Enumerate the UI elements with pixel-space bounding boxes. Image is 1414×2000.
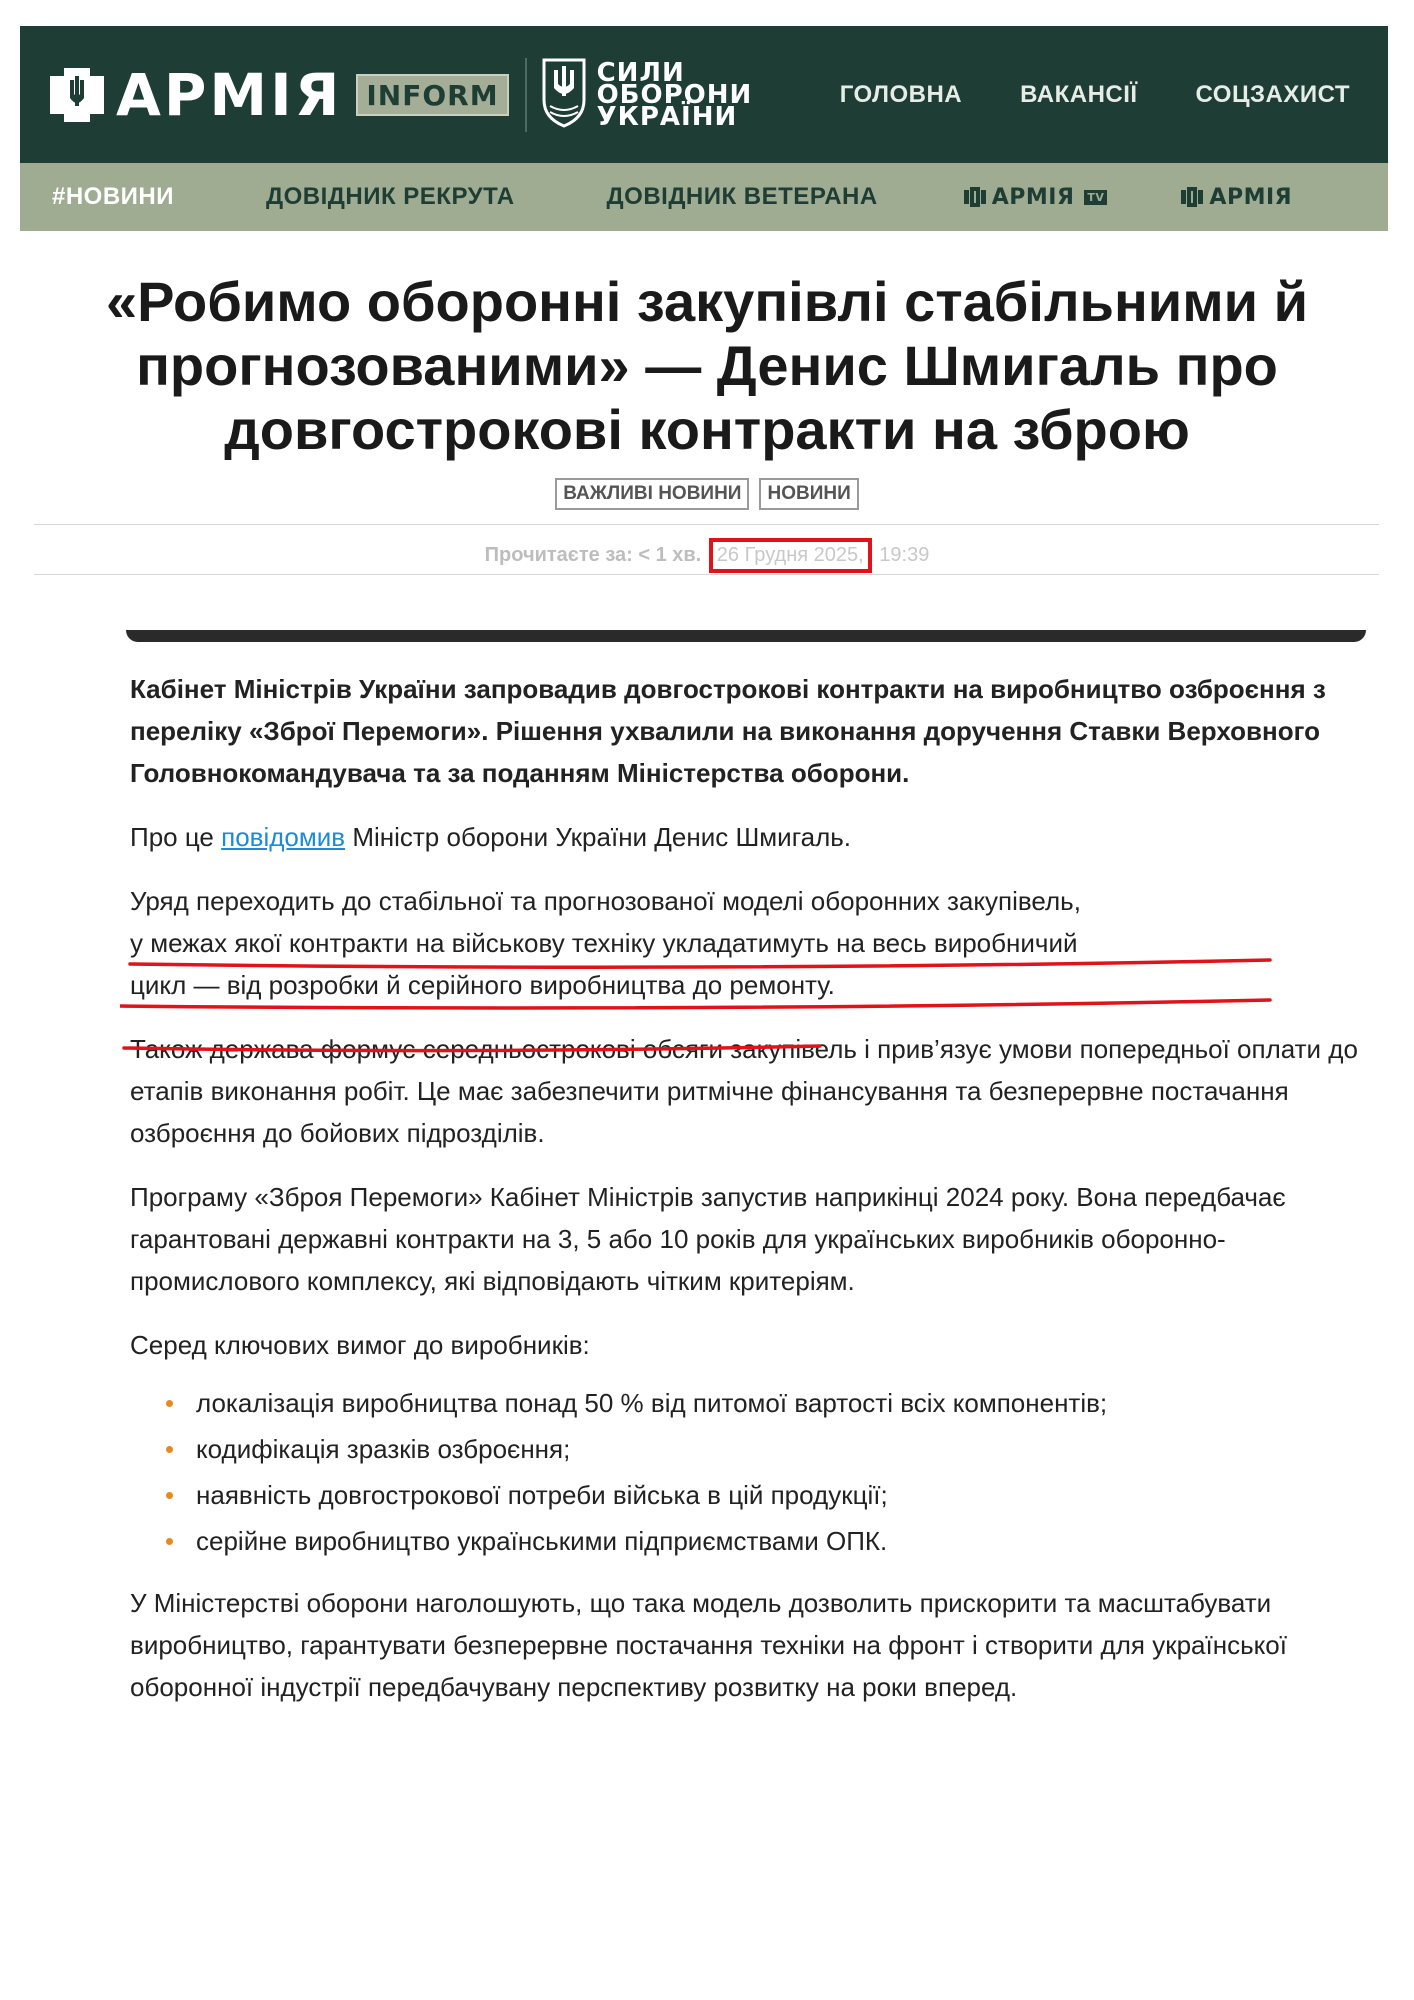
article-image-bottom-edge: [126, 630, 1366, 642]
mini-emblem-icon: [1181, 186, 1203, 208]
list-item: серійне виробництво українськими підприємствами ОПК.: [130, 1518, 1370, 1564]
tv-brand-label: АРМІЯ: [991, 184, 1075, 210]
meta-divider-bottom: [34, 574, 1379, 575]
zsu-logo[interactable]: [541, 56, 753, 133]
zsu-shield-icon: [541, 56, 587, 133]
paragraph-highlighted: [130, 880, 1370, 1006]
mini-emblem-icon: [964, 186, 986, 208]
subnav-armiya-tv[interactable]: [964, 185, 1108, 210]
trident-emblem-icon: [48, 66, 106, 124]
article-lead: Кабінет Міністрів України запровадив довгострокові контракти на виробництво озброєння з переліку «Зброї Перемоги». Рішення ухвалили на виконання доручення Ставки Верховного Головнокомандувача та за поданням Міністерства оборони.: [130, 674, 1326, 788]
tag-important-news[interactable]: ВАЖЛИВІ НОВИНИ: [555, 478, 749, 510]
subnav-recruit-guide[interactable]: ДОВІДНИК РЕКРУТА: [266, 183, 515, 210]
highlight-line-2: у межах якої контракти на військову техніку укладатимуть на весь виробничий: [130, 928, 1078, 958]
highlight-line-3: цикл — від розробки й серійного виробництва до ремонту.: [130, 970, 835, 1000]
list-item: наявність довгострокової потреби війська в цій продукції;: [130, 1472, 1370, 1518]
article-meta: [0, 538, 1414, 573]
list-item: кодифікація зразків озброєння;: [130, 1426, 1370, 1472]
subnav-armiya-more[interactable]: [1181, 185, 1292, 210]
paragraph-source: Про це повідомив Міністр оборони України Денис Шмигаль.: [130, 822, 852, 852]
site-header: [20, 26, 1388, 163]
sub-nav: [20, 163, 1388, 231]
armiya-inform-logo[interactable]: [48, 60, 509, 130]
meta-divider-top: [34, 524, 1379, 525]
source-link[interactable]: повідомив: [221, 822, 346, 852]
brand-badge: INFORM: [356, 74, 508, 116]
more-brand-label: АРМІЯ: [1209, 184, 1293, 210]
brand-name: АРМІЯ: [116, 60, 343, 129]
zsu-text: СИЛИ ОБОРОНИ УКРАЇНИ: [596, 57, 753, 132]
requirements-list: [130, 1380, 1370, 1564]
paragraph-requirements-intro: Серед ключових вимог до виробників:: [130, 1330, 590, 1360]
nav-home[interactable]: ГОЛОВНА: [839, 80, 963, 108]
article-title: «Робимо оборонні закупівлі стабільними й прогнозованими» — Денис Шмигаль про довгострокові контракти на зброю: [105, 270, 1309, 461]
subnav-news[interactable]: #НОВИНИ: [52, 183, 175, 210]
paragraph-program: Програму «Зброя Перемоги» Кабінет Міністрів запустив наприкінці 2024 року. Вона передбачає гарантовані державні контракти на 3, 5 або 10 років для українських виробників оборонно-промислового комплексу, які відповідають чітким критеріям.: [130, 1182, 1286, 1296]
article-tags: [0, 478, 1414, 510]
nav-social[interactable]: СОЦЗАХИСТ: [1195, 80, 1350, 108]
read-time: Прочитаєте за: < 1 хв.: [484, 544, 702, 566]
tv-badge: TV: [1084, 190, 1107, 205]
paragraph-procurement: Також держава формує середньострокові обсяги закупівель і прив’язує умови попередньої оплати до етапів виконання робіт. Це має забезпечити ритмічне фінансування та безперервне постачання озброєння до бойових підрозділів.: [130, 1034, 1358, 1148]
subnav-veteran-guide[interactable]: ДОВІДНИК ВЕТЕРАНА: [606, 183, 878, 210]
list-item: локалізація виробництва понад 50 % від питомої вартості всіх компонентів;: [130, 1380, 1370, 1426]
header-divider: [525, 58, 527, 132]
publish-date: 26 Грудня 2025,: [709, 538, 872, 573]
paragraph-conclusion: У Міністерстві оборони наголошують, що така модель дозволить прискорити та масштабувати виробництво, гарантувати безперервне постачання техніки на фронт і створити для української оборонної індустрії передбачувану перспективу розвитку на роки вперед.: [130, 1588, 1287, 1702]
top-nav: [840, 81, 1350, 109]
article-body: [130, 668, 1370, 1708]
highlight-line-1: Уряд переходить до стабільної та прогнозованої моделі оборонних закупівель,: [130, 886, 1081, 916]
nav-vacancies[interactable]: ВАКАНСІЇ: [1020, 80, 1138, 108]
tag-news[interactable]: НОВИНИ: [759, 478, 858, 510]
publish-time: 19:39: [879, 544, 930, 566]
